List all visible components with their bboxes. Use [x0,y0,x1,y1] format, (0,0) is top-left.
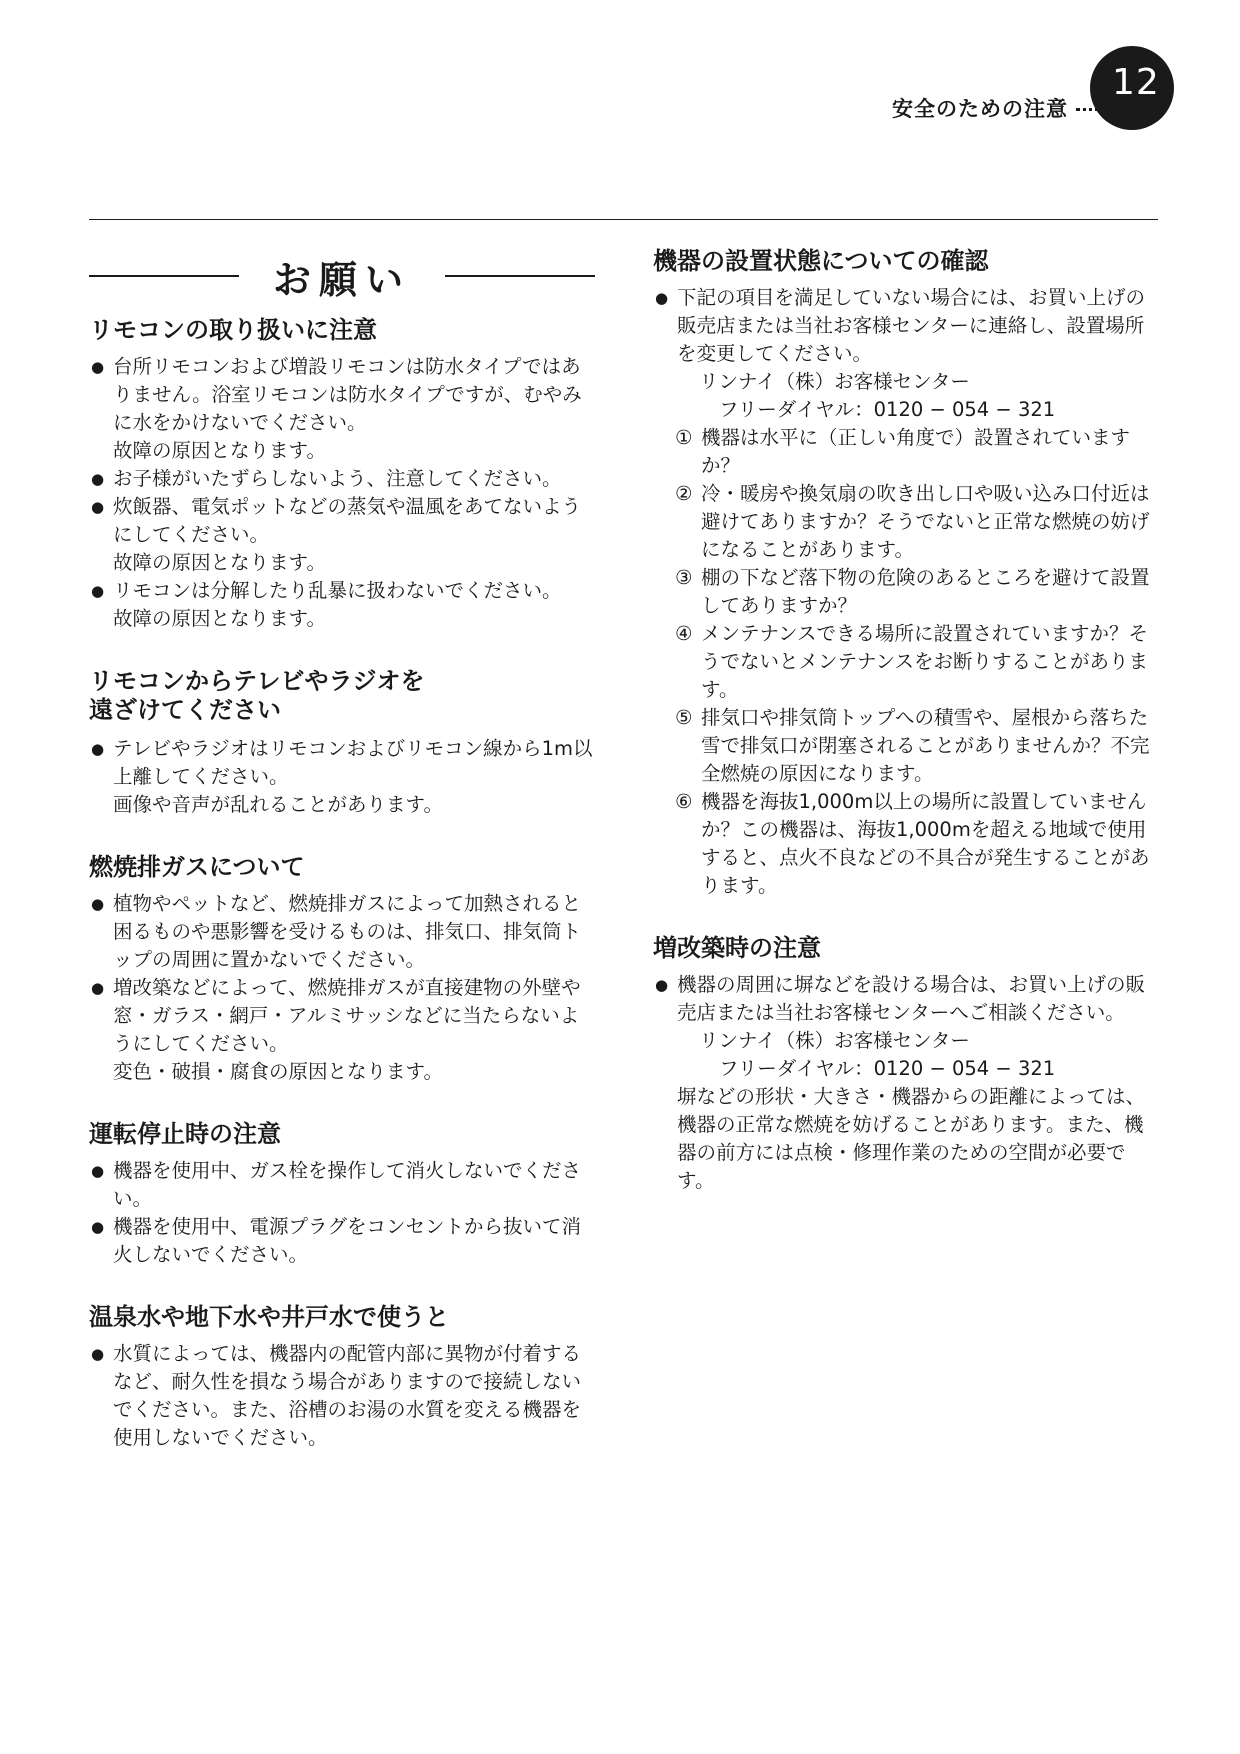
item-text: 台所リモコンおよび増設リモコンは防水タイプではありません。浴室リモコンは防水タイプですが、むやみに水をかけないでください。 [113,355,582,434]
list-item [89,890,595,974]
check-number: ② [675,482,693,505]
section-remote-handling [89,316,595,633]
list-item [89,465,595,493]
item-note: 塀などの形状・大きさ・機器からの距離によっては、機器の正常な燃焼を妨げることがあります。また、機器の前方には点検・修理作業のための空間が必要です。 [677,1085,1146,1192]
bullet-icon: ● [91,470,105,488]
check-number: ④ [675,622,693,645]
bullet-icon: ● [91,740,105,758]
item-text: 増改築などによって、燃焼排ガスが直接建物の外壁や窓・ガラス・網戸・アルミサッシなどに当たらないようにしてください。 [113,976,581,1055]
check-number: ① [675,426,693,449]
list-item [653,284,1159,368]
section-shutdown [89,1120,595,1269]
list-item [89,735,595,791]
bullet-icon: ● [91,1218,105,1236]
left-column [89,240,595,1486]
page-number: 12 [1112,62,1160,103]
title-rule-left [89,275,239,277]
section-title: 燃焼排ガスについて [89,853,305,881]
section-title-line: リモコンからテレビやラジオを [89,667,425,695]
bullet-icon: ● [91,895,105,913]
item-text: 機器を使用中、電源プラグをコンセントから抜いて消火しないでください。 [113,1215,582,1266]
check-item [653,704,1159,788]
section-title: リモコンの取り扱いに注意 [89,316,377,344]
title-rule-right [445,275,595,277]
section-title [89,667,595,725]
section-title-line: 遠ざけてください [89,696,281,724]
contact-phone: フリーダイヤル：0120 − 054 − 321 [719,1057,1056,1080]
item-text: 機器を使用中、ガス栓を操作して消火しないでください。 [113,1159,582,1210]
item-text: 植物やペットなど、燃焼排ガスによって加熱されると困るものや悪影響を受けるものは、排気口、排気筒トップの周囲に置かないでください。 [113,892,582,971]
section-title: 温泉水や地下水や井戸水で使うと [89,1303,449,1331]
bullet-icon: ● [91,1345,105,1363]
item-note: 故障の原因となります。 [113,439,326,462]
item-text: お子様がいたずらしないよう、注意してください。 [113,467,562,490]
item-note: 故障の原因となります。 [113,551,326,574]
section-hot-spring-water [89,1303,595,1452]
check-number: ⑤ [675,706,693,729]
check-text: 排気口や排気筒トップへの積雪や、屋根から落ちた雪で排気口が閉塞されることがありませんか？不完全燃焼の原因になります。 [701,706,1150,785]
list-item [89,1157,595,1213]
item-note: 変色・破損・腐食の原因となります。 [113,1060,443,1083]
section-tv-radio [89,667,595,819]
item-text: テレビやラジオはリモコンおよびリモコン線から1m以上離してください。 [113,737,593,788]
check-item [653,564,1159,620]
main-title: お願い [272,257,411,302]
item-text: 下記の項目を満足していない場合には、お買い上げの販売店または当社お客様センターに連絡し、設置場所を変更してください。 [677,286,1146,365]
item-text: リモコンは分解したり乱暴に扱わないでください。 [113,579,562,602]
check-item [653,788,1159,900]
bullet-icon: ● [91,582,105,600]
main-title-block [89,240,595,312]
contact-name: リンナイ（株）お客様センター [699,1029,970,1052]
bullet-icon: ● [91,1162,105,1180]
item-text: 炊飯器、電気ポットなどの蒸気や温風をあてないようにしてください。 [113,495,582,546]
list-item [89,974,595,1058]
check-item [653,424,1159,480]
header-section-title: 安全のための注意 [892,97,1068,121]
check-number: ③ [675,566,693,589]
list-item [653,971,1159,1027]
check-text: メンテナンスできる場所に設置されていますか？そうでないとメンテナンスをお断りすることがあります。 [701,622,1148,701]
contact-name: リンナイ（株）お客様センター [699,370,970,393]
check-item [653,620,1159,704]
section-installation-check [653,247,1159,900]
check-item [653,480,1159,564]
section-renovation [653,934,1159,1195]
section-title: 運転停止時の注意 [89,1120,281,1148]
list-item [89,1340,595,1452]
section-title: 機器の設置状態についての確認 [653,247,989,275]
bullet-icon: ● [91,358,105,376]
section-exhaust-gas [89,853,595,1086]
check-text: 棚の下など落下物の危険のあるところを避けて設置してありますか？ [701,566,1150,617]
item-note: 画像や音声が乱れることがあります。 [113,793,443,816]
top-divider [89,219,1158,220]
bullet-icon: ● [655,289,669,307]
list-item [89,493,595,549]
bullet-icon: ● [91,979,105,997]
bullet-icon: ● [91,498,105,516]
item-note: 故障の原因となります。 [113,607,326,630]
item-text: 水質によっては、機器内の配管内部に異物が付着するなど、耐久性を損なう場合がありますので接続しないでください。また、浴槽のお湯の水質を変える機器を使用しないでください。 [113,1342,582,1449]
right-column [653,247,1159,1229]
section-title: 増改築時の注意 [653,934,821,962]
bullet-icon: ● [655,976,669,994]
check-text: 機器を海抜1,000m以上の場所に設置していませんか？この機器は、海抜1,000mを超える地域で使用すると、点火不良などの不具合が発生することがあります。 [701,790,1150,897]
contact-phone: フリーダイヤル：0120 − 054 − 321 [719,398,1056,421]
list-item [89,1213,595,1269]
check-number: ⑥ [675,790,693,813]
check-text: 冷・暖房や換気扇の吹き出し口や吸い込み口付近は避けてありますか？そうでないと正常な燃焼の妨げになることがあります。 [701,482,1150,561]
check-text: 機器は水平に（正しい角度で）設置されていますか？ [701,426,1131,477]
list-item [89,577,595,605]
item-text: 機器の周囲に塀などを設ける場合は、お買い上げの販売店または当社お客様センターへご相談ください。 [677,973,1146,1024]
list-item [89,353,595,437]
